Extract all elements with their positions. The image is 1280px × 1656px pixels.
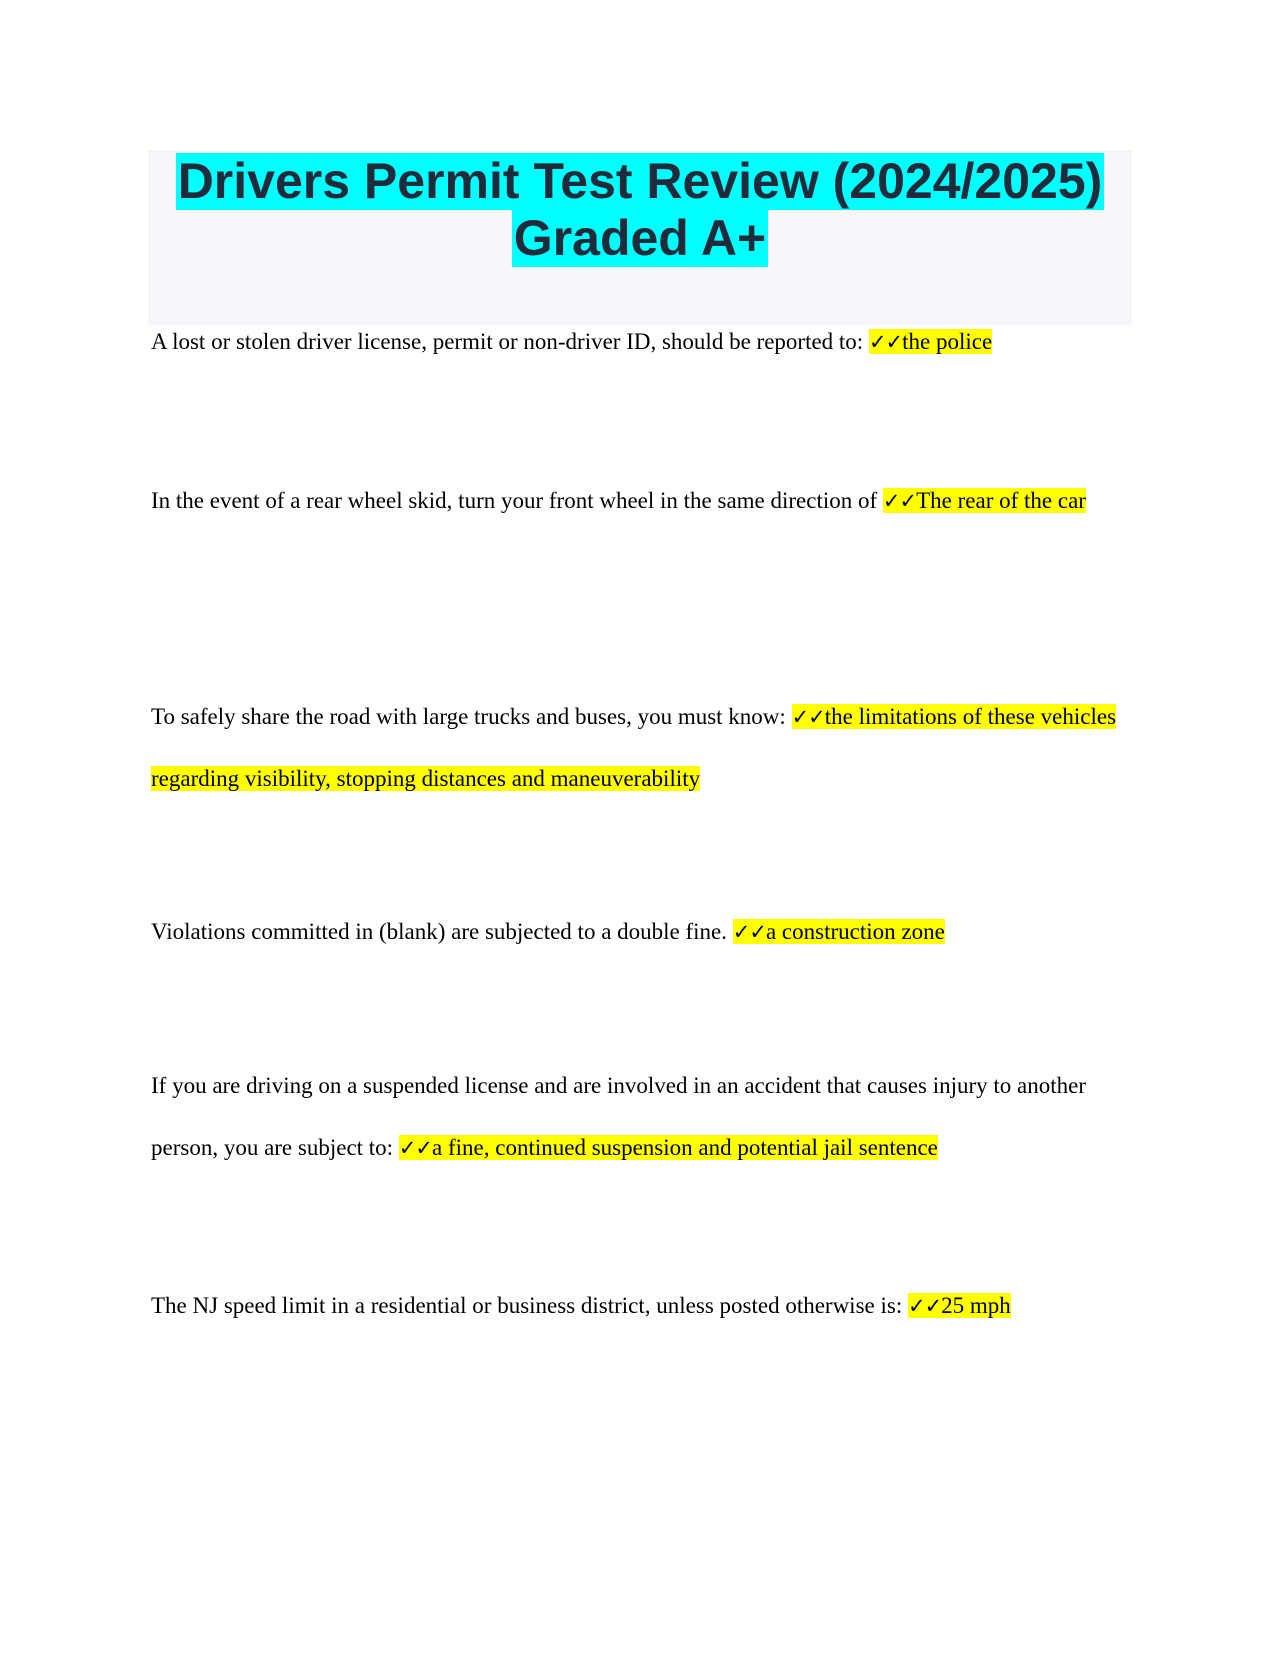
check-icon: ✓✓ (882, 489, 917, 513)
answer-highlight (883, 488, 1086, 513)
question-text: A lost or stolen driver license, permit or non-driver ID, should be reported to: (151, 329, 869, 354)
question-item-5 (151, 1055, 1141, 1179)
answer-highlight (733, 919, 945, 944)
answer-text: a fine, continued suspension and potential jail sentence (432, 1135, 938, 1160)
title-block (148, 150, 1132, 325)
question-text: In the event of a rear wheel skid, turn your front wheel in the same direction of (151, 488, 883, 513)
answer-highlight (869, 329, 992, 354)
question-text: The NJ speed limit in a residential or business district, unless posted otherwise is: (151, 1293, 908, 1318)
question-item-4 (151, 901, 1141, 963)
check-icon: ✓✓ (398, 1136, 433, 1160)
check-icon: ✓✓ (907, 1294, 942, 1318)
answer-text: the limitations of these vehicles regarding visibility, stopping distances and maneuverability (151, 704, 1117, 791)
check-icon: ✓✓ (791, 705, 825, 729)
question-text: To safely share the road with large trucks and buses, you must know: (151, 704, 792, 729)
question-item-3 (151, 686, 1141, 810)
question-text: If you are driving on a suspended license and are involved in an accident that causes injury to another person, you are subject to: (151, 1073, 1087, 1160)
document-title-line-2: Graded A+ (513, 210, 767, 266)
answer-text: a construction zone (765, 919, 945, 944)
answer-highlight (399, 1135, 938, 1160)
answer-text: The rear of the car (916, 488, 1086, 513)
document-title-line-1: Drivers Permit Test Review (2024/2025) (177, 153, 1103, 209)
answer-highlight (908, 1293, 1011, 1318)
answer-text: the police (902, 329, 993, 354)
answer-text: 25 mph (941, 1293, 1011, 1318)
question-item-2 (151, 470, 1141, 532)
check-icon: ✓✓ (732, 920, 766, 944)
question-item-6 (151, 1275, 1141, 1337)
question-item-1 (151, 311, 1141, 373)
question-text: Violations committed in (blank) are subjected to a double fine. (151, 919, 733, 944)
check-icon: ✓✓ (868, 330, 903, 354)
